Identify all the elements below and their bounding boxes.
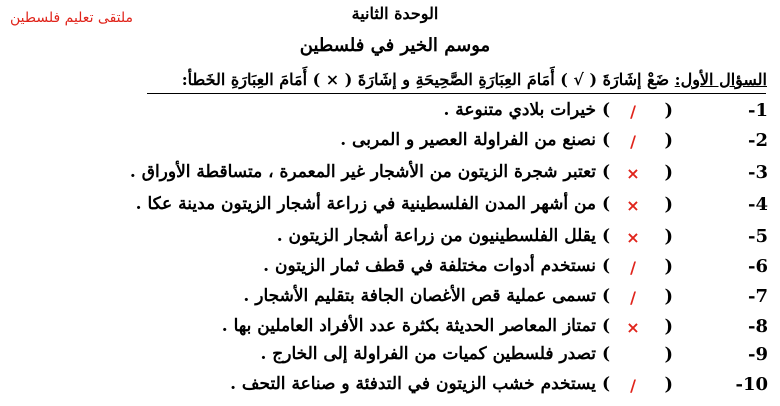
answer-mark: / bbox=[630, 132, 636, 151]
question-item-9 bbox=[0, 344, 768, 376]
question-label: السؤال الأول: bbox=[674, 70, 767, 89]
item-open-paren: ( bbox=[664, 344, 673, 365]
item-number: 9- bbox=[747, 344, 768, 365]
item-statement: ) من أشهر المدن الفلسطينية في زراعة أشجار الزيتون مدينة عكا . bbox=[135, 194, 610, 214]
item-open-paren: ( bbox=[664, 374, 673, 395]
lesson-title: موسم الخير في فلسطين bbox=[299, 35, 491, 56]
item-statement: ) تعتبر شجرة الزيتون من الأشجار غير المعمرة ، متساقطة الأوراق . bbox=[129, 162, 610, 182]
unit-title: الوحدة الثانية bbox=[351, 4, 439, 23]
item-statement: ) يستخدم خشب الزيتون في التدفئة و صناعة التحف . bbox=[230, 374, 610, 394]
item-open-paren: ( bbox=[664, 100, 673, 121]
item-open-paren: ( bbox=[664, 316, 673, 337]
item-number: 4- bbox=[747, 194, 768, 215]
answer-mark: × bbox=[626, 318, 640, 337]
answer-mark: / bbox=[630, 258, 636, 277]
item-number: 3- bbox=[747, 162, 768, 183]
question-item-1 bbox=[0, 100, 768, 132]
item-number: 8- bbox=[747, 316, 768, 337]
item-open-paren: ( bbox=[664, 194, 673, 215]
question-heading bbox=[147, 70, 767, 89]
answer-mark: / bbox=[630, 288, 636, 307]
item-open-paren: ( bbox=[664, 162, 673, 183]
question-item-4 bbox=[0, 194, 768, 226]
answer-mark: / bbox=[630, 102, 636, 121]
item-open-paren: ( bbox=[664, 256, 673, 277]
item-open-paren: ( bbox=[664, 286, 673, 307]
item-number: 6- bbox=[747, 256, 768, 277]
item-statement: ) تمتاز المعاصر الحديثة بكثرة عدد الأفراد العاملين بها . bbox=[221, 316, 610, 336]
item-statement: ) نصنع من الفراولة العصير و المربى . bbox=[340, 130, 610, 150]
question-item-3 bbox=[0, 162, 768, 194]
item-number: 7- bbox=[747, 286, 768, 307]
question-item-5 bbox=[0, 226, 768, 258]
item-statement: ) نستخدم أدوات مختلفة في قطف ثمار الزيتون . bbox=[263, 256, 610, 276]
question-item-6 bbox=[0, 256, 768, 288]
answer-mark: / bbox=[630, 376, 636, 395]
item-open-paren: ( bbox=[664, 130, 673, 151]
question-item-2 bbox=[0, 130, 768, 162]
item-statement: ) يقلل الفلسطينيون من زراعة أشجار الزيتون . bbox=[276, 226, 610, 246]
item-number: 10- bbox=[735, 374, 768, 395]
item-number: 5- bbox=[747, 226, 768, 247]
answer-mark: × bbox=[626, 228, 640, 247]
question-underline bbox=[147, 93, 766, 94]
answer-mark: × bbox=[626, 164, 640, 183]
item-statement: ) خيرات بلادي متنوعة . bbox=[443, 100, 610, 120]
item-open-paren: ( bbox=[664, 226, 673, 247]
question-instruction: ضَعْ إشَارَةَ ( √ ) أَمَامَ العِبَارَةِ الصَّحِيحَةِ و إشَارَةَ ( × ) أَمَامَ العِبَارَةِ الخَطأ: bbox=[181, 70, 670, 89]
item-number: 2- bbox=[747, 130, 768, 151]
question-item-7 bbox=[0, 286, 768, 318]
item-number: 1- bbox=[747, 100, 768, 121]
item-statement: ) تسمى عملية قص الأغصان الجافة بتقليم الأشجار . bbox=[243, 286, 610, 306]
item-statement: ) تصدر فلسطين كميات من الفراولة إلى الخارج . bbox=[260, 344, 610, 364]
site-watermark: ملتقى تعليم فلسطين bbox=[10, 10, 134, 26]
question-item-10 bbox=[0, 374, 768, 406]
answer-mark: × bbox=[626, 196, 640, 215]
